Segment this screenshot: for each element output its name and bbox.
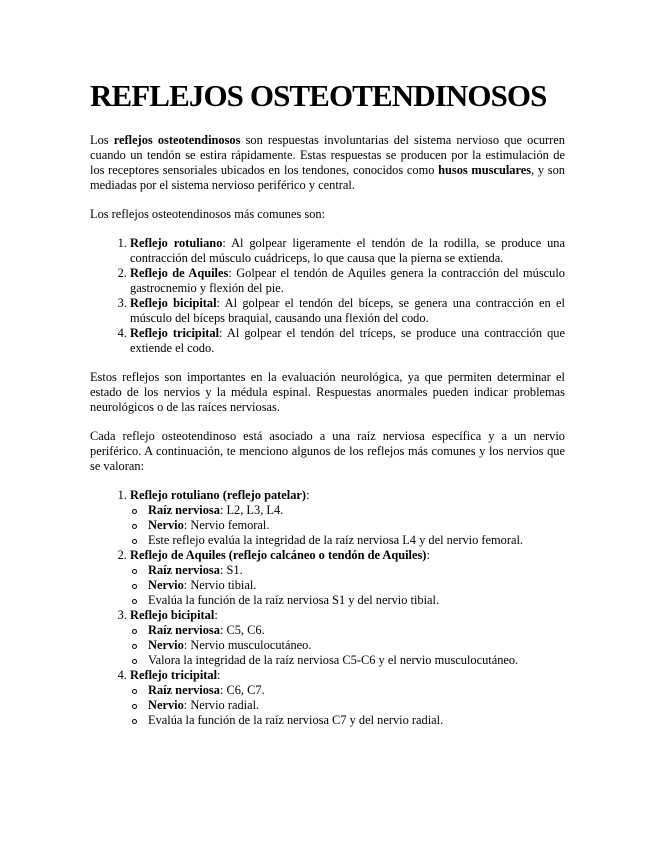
sublist-item	[148, 533, 565, 548]
reflex-description: : Al golpear el tendón del tríceps, se produce una contracción que extiende el codo.	[130, 326, 565, 355]
sublist-item	[148, 563, 565, 578]
list-item	[130, 608, 565, 668]
nerve-label: Nervio	[148, 578, 184, 592]
intro-bold-term: reflejos osteotendinosos	[113, 133, 241, 147]
reflex-detail-sublist	[130, 503, 565, 548]
reflex-name: Reflejo rotuliano	[130, 236, 223, 250]
association-paragraph: Cada reflejo osteotendinoso está asociado a una raíz nerviosa específica y a un nervio periférico. A continuación, te menciono algunos de los reflejos más comunes y los nervios que se valoran:	[90, 429, 565, 473]
root-label: Raíz nerviosa	[148, 623, 220, 637]
common-intro-paragraph: Los reflejos osteotendinosos más comunes son:	[90, 207, 326, 221]
list-item	[130, 488, 565, 548]
reflex-description: : Golpear el tendón de Aquiles genera la contracción del músculo gastrocnemio y flexión del pie.	[130, 266, 565, 295]
sublist-item	[148, 683, 565, 698]
reflex-note: Evalúa la función de la raíz nerviosa S1 y del nervio tibial.	[148, 593, 440, 607]
reflex-name: Reflejo de Aquiles	[130, 266, 229, 280]
page-title: REFLEJOS OSTEOTENDINOSOS	[90, 78, 547, 113]
colon: :	[217, 668, 221, 682]
sublist-item	[148, 698, 565, 713]
reflex-detail-list	[90, 488, 565, 728]
root-value: : C6, C7.	[219, 683, 265, 697]
nerve-label: Nervio	[148, 518, 184, 532]
nerve-value: : Nervio radial.	[183, 698, 260, 712]
reflex-note: Evalúa la función de la raíz nerviosa C7 y del nervio radial.	[148, 713, 444, 727]
list-item	[130, 296, 565, 326]
nerve-label: Nervio	[148, 638, 184, 652]
intro-text: , y son mediadas por el sistema nervioso periférico y central.	[90, 163, 565, 192]
colon: :	[306, 488, 310, 502]
intro-text: Los	[90, 133, 114, 147]
importance-paragraph: Estos reflejos son importantes en la evaluación neurológica, ya que permiten determinar el estado de los nervios y la médula espinal. Respuestas anormales pueden indicar problemas neurológicos o de las raíces nerviosas.	[90, 370, 565, 414]
intro-text: son respuestas involuntarias del sistema nervioso que ocurren cuando un tendón se estira rápidamente. Estas respuestas se producen por la estimulación de los receptores sensoriales ubicados en los tendones, conocidos como	[90, 133, 565, 177]
reflex-detail-sublist	[130, 683, 565, 728]
reflex-description: : Al golpear ligeramente el tendón de la rodilla, se produce una contracción del músculo cuádriceps, lo que causa que la pierna se extienda.	[130, 236, 565, 265]
reflex-heading: Reflejo rotuliano (reflejo patelar)	[130, 488, 307, 502]
sublist-item	[148, 578, 565, 593]
sublist-item	[148, 593, 565, 608]
list-item	[130, 668, 565, 728]
colon: :	[214, 608, 218, 622]
intro-paragraph	[90, 133, 565, 193]
root-value: : C5, C6.	[219, 623, 265, 637]
nerve-value: : Nervio tibial.	[183, 578, 257, 592]
reflex-note: Este reflejo evalúa la integridad de la raíz nerviosa L4 y del nervio femoral.	[148, 533, 523, 547]
reflex-heading: Reflejo tricipital	[130, 668, 218, 682]
list-item	[130, 236, 565, 266]
root-value: : S1.	[219, 563, 243, 577]
root-label: Raíz nerviosa	[148, 563, 220, 577]
sublist-item	[148, 653, 565, 668]
nerve-value: : Nervio musculocutáneo.	[183, 638, 312, 652]
common-reflexes-list	[90, 236, 565, 356]
reflex-detail-sublist	[130, 623, 565, 668]
nerve-label: Nervio	[148, 698, 184, 712]
sublist-item	[148, 518, 565, 533]
intro-bold-term: husos musculares	[438, 163, 532, 177]
sublist-item	[148, 503, 565, 518]
reflex-name: Reflejo tricipital	[130, 326, 220, 340]
colon: :	[426, 548, 430, 562]
root-label: Raíz nerviosa	[148, 503, 220, 517]
sublist-item	[148, 623, 565, 638]
root-label: Raíz nerviosa	[148, 683, 220, 697]
list-item	[130, 266, 565, 296]
nerve-value: : Nervio femoral.	[183, 518, 270, 532]
sublist-item	[148, 713, 565, 728]
list-item	[130, 326, 565, 356]
reflex-heading: Reflejo bicipital	[130, 608, 215, 622]
reflex-description: : Al golpear el tendón del bíceps, se genera una contracción en el músculo del bíceps braquial, causando una flexión del codo.	[130, 296, 566, 325]
reflex-name: Reflejo bicipital	[130, 296, 217, 310]
reflex-note: Valora la integridad de la raíz nerviosa C5-C6 y el nervio musculocutáneo.	[148, 653, 519, 667]
root-value: : L2, L3, L4.	[219, 503, 284, 517]
sublist-item	[148, 638, 565, 653]
reflex-detail-sublist	[130, 563, 565, 608]
list-item	[130, 548, 565, 608]
reflex-heading: Reflejo de Aquiles (reflejo calcáneo o tendón de Aquiles)	[130, 548, 427, 562]
